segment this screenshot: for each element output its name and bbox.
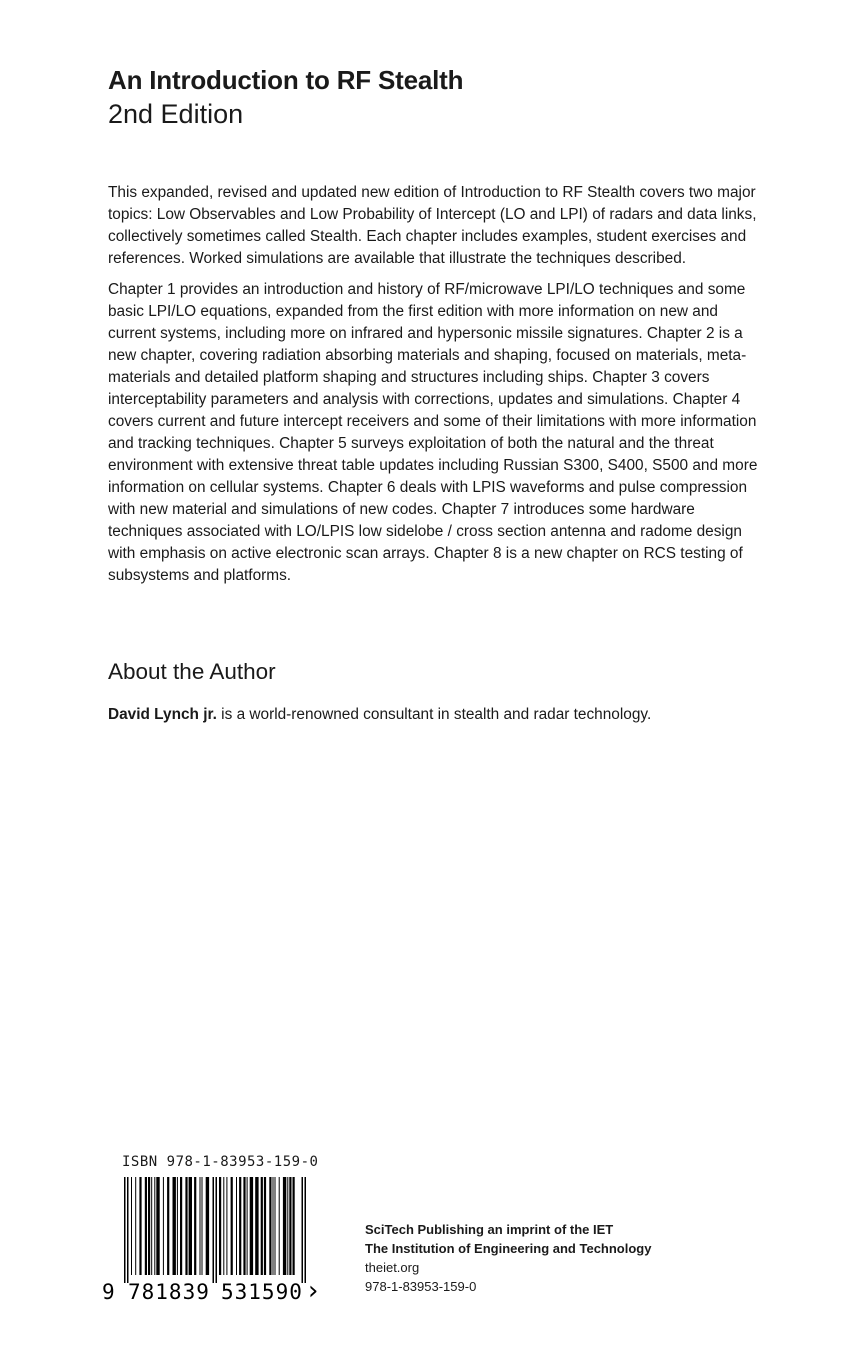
description-paragraph: Chapter 1 provides an introduction and history of RF/microwave LPI/LO techniques and some basic LPI/LO equations, expanded from the first edition with more information on new and current systems, including more on infrared and hypersonic missile signatures. Chapter 2 is a new chapter, covering radiation absorbing materials and shaping, focused on materials, meta-materials and detailed platform shaping and structures including ships. Chapter 3 covers interceptability parameters and analysis with corrections, updates and simulations. Chapter 4 covers current and future intercept receivers and some of their limitations with more information and tracking techniques. Chapter 5 surveys exploitation of both the natural and the threat environment with extensive threat table updates including Russian S300, S400, S500 and more information on cellular systems. Chapter 6 deals with LPIS waveforms and pulse compression with new material and simulations of new codes. Chapter 7 introduces some hardware techniques associated with LO/LPIS low sidelobe / cross section antenna and radome design with emphasis on active electronic scan arrays. Chapter 8 is a new chapter on RCS testing of subsystems and platforms. [108, 281, 758, 584]
barcode-bar [163, 1177, 164, 1275]
barcode-bar [200, 1177, 201, 1275]
barcode-bar [194, 1177, 196, 1275]
author-bio [108, 704, 651, 726]
barcode-bar [231, 1177, 233, 1275]
barcode-bar [302, 1177, 304, 1283]
barcode-bar [226, 1177, 227, 1275]
book-title: An Introduction to RF Stealth [108, 65, 464, 95]
barcode-bar [279, 1177, 280, 1275]
barcode-bar [247, 1177, 248, 1275]
author-bio-text: is a world-renowned consultant in stealth and radar technology. [216, 706, 652, 723]
barcode-bar [289, 1177, 291, 1275]
barcode-bar [250, 1177, 253, 1275]
barcode-bar [213, 1177, 215, 1283]
barcode-bar [219, 1177, 221, 1275]
barcode-bar [216, 1177, 218, 1283]
publisher-imprint: SciTech Publishing an imprint of the IET [365, 1222, 614, 1237]
barcode-bar [148, 1177, 150, 1275]
barcode-digit-first: 9 [102, 1280, 115, 1303]
barcode-bar [255, 1177, 258, 1275]
barcode-bar [139, 1177, 141, 1275]
description [108, 182, 768, 596]
barcode-bar [264, 1177, 266, 1275]
barcode-bar [293, 1177, 295, 1275]
barcode-bar [202, 1177, 203, 1275]
barcode-bar [189, 1177, 192, 1275]
barcode-bar [305, 1177, 307, 1283]
author-name: David Lynch jr. [108, 706, 217, 723]
description-paragraph: This expanded, revised and updated new edition of Introduction to RF Stealth covers two major topics: Low Observables and Low Probability of Intercept (LO and LPI) of radars and data links, collectively sometimes called Stealth. Each chapter includes examples, student exercises and references. Worked simulations are available that illustrate the techniques described. [108, 184, 757, 267]
barcode-bar [273, 1177, 274, 1275]
barcode-bar [127, 1177, 129, 1283]
barcode-bar [185, 1177, 187, 1275]
barcode-bar [177, 1177, 178, 1275]
barcode-bar [151, 1177, 152, 1275]
barcode-bar [131, 1177, 132, 1275]
edition-label: 2nd Edition [108, 99, 244, 129]
barcode-bar [223, 1177, 224, 1275]
barcode-bar [135, 1177, 136, 1275]
barcode-bar [173, 1177, 176, 1275]
barcode-bar [275, 1177, 276, 1275]
publisher-website: theiet.org [365, 1260, 420, 1275]
barcode-bar [283, 1177, 286, 1275]
barcode-bar [269, 1177, 271, 1275]
barcode-bar [180, 1177, 182, 1275]
barcode-isbn-label: ISBN 978-1-83953-159-0 [122, 1154, 319, 1170]
barcode-quiet-mark: › [308, 1276, 319, 1303]
publisher-institution: The Institution of Engineering and Technology [365, 1241, 652, 1256]
barcode-bar [287, 1177, 288, 1275]
barcode-bar [167, 1177, 169, 1275]
barcode-bar [154, 1177, 155, 1275]
barcode-bar [261, 1177, 263, 1275]
barcode [100, 1173, 330, 1303]
barcode-digits-right: 531590 [221, 1280, 303, 1303]
about-heading: About the Author [108, 659, 276, 684]
publisher-info [365, 1220, 651, 1296]
publisher-isbn: 978-1-83953-159-0 [365, 1279, 477, 1294]
barcode-bar [156, 1177, 159, 1275]
barcode-bar [236, 1177, 237, 1275]
barcode-bar [206, 1177, 209, 1275]
barcode-bar [243, 1177, 245, 1275]
barcode-bar [239, 1177, 241, 1275]
barcode-bar [145, 1177, 147, 1275]
barcode-bar [124, 1177, 126, 1283]
barcode-digits-left: 781839 [128, 1280, 210, 1303]
